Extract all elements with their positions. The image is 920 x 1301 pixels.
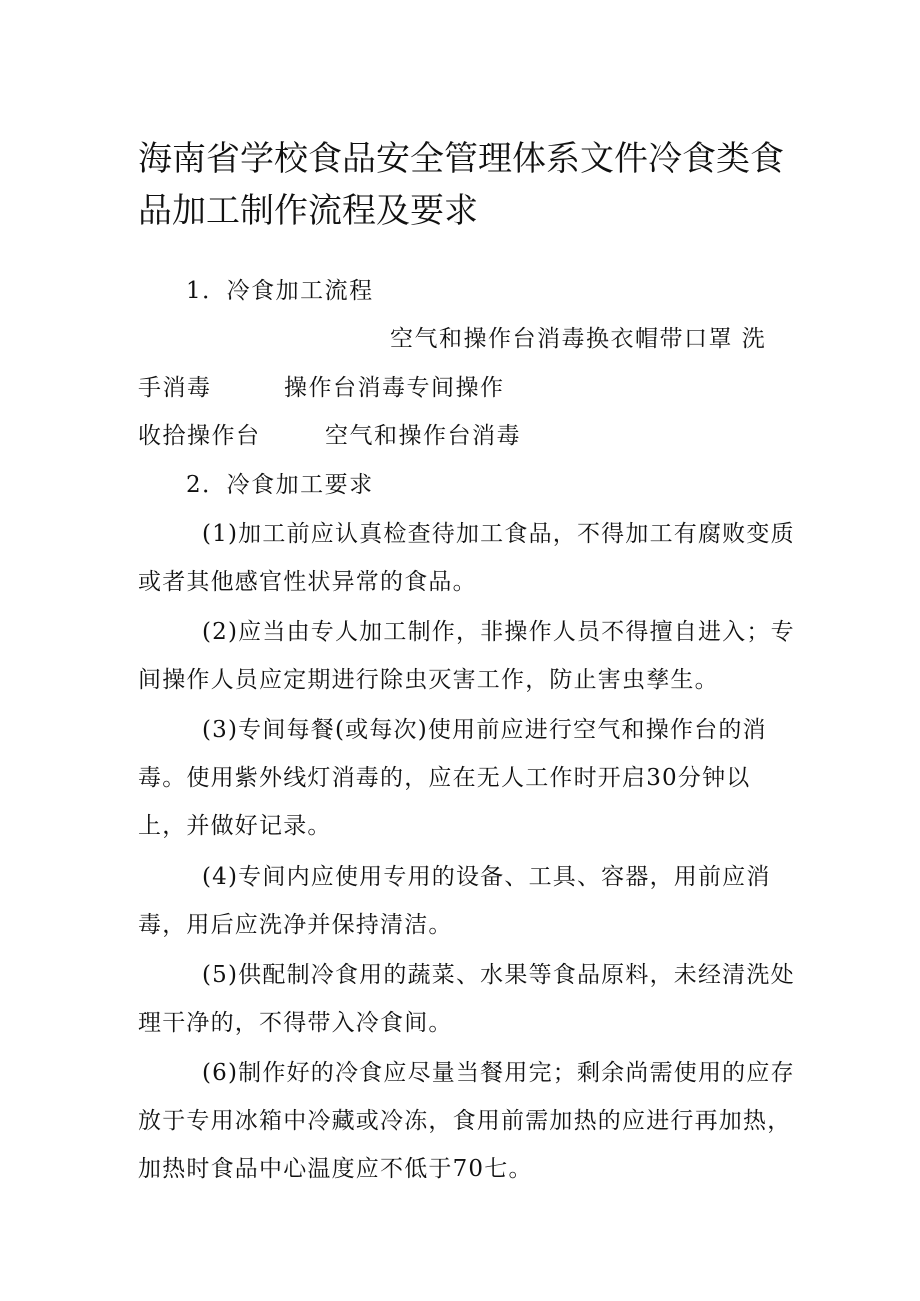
- requirement-item-5: (5)供配制冷食用的蔬菜、水果等食品原料，未经清洗处理干净的，不得带入冷食间。: [138, 962, 795, 1036]
- flow-step-clean-table: 收拾操作台: [138, 423, 261, 449]
- flow-step-line-1: 空气和操作台消毒换衣帽带口罩 洗: [390, 326, 767, 352]
- document-title: 海南省学校食品安全管理体系文件冷食类食品加工制作流程及要求: [138, 139, 784, 231]
- requirement-item-3: (3)专间每餐(或每次)使用前应进行空气和操作台的消毒。使用紫外线灯消毒的，应在无人工作时开启30分钟以上，并做好记录。: [138, 717, 767, 839]
- requirement-item-2: (2)应当由专人加工制作，非操作人员不得擅自进入；专间操作人员应定期进行除虫灭害工作，防止害虫孳生。: [138, 619, 795, 693]
- requirement-item-1: (1)加工前应认真检查待加工食品，不得加工有腐败变质或者其他感官性状异常的食品。: [138, 521, 795, 595]
- flow-step-hand-disinfect: 手消毒: [138, 375, 212, 401]
- requirement-item-4: (4)专间内应使用专用的设备、工具、容器，用前应消毒，用后应洗净并保持清洁。: [138, 864, 771, 938]
- section-2-heading: 2．冷食加工要求: [186, 472, 374, 498]
- flow-step-table-disinfect-operate: 操作台消毒专间操作: [284, 375, 505, 401]
- requirement-item-6: (6)制作好的冷食应尽量当餐用完；剩余尚需使用的应存放于专用冰箱中冷藏或冷冻，食用前需加热的应进行再加热，加热时食品中心温度应不低于70七。: [138, 1060, 795, 1182]
- flow-step-final-disinfect: 空气和操作台消毒: [325, 423, 521, 449]
- section-1-heading: 1．冷食加工流程: [186, 278, 374, 304]
